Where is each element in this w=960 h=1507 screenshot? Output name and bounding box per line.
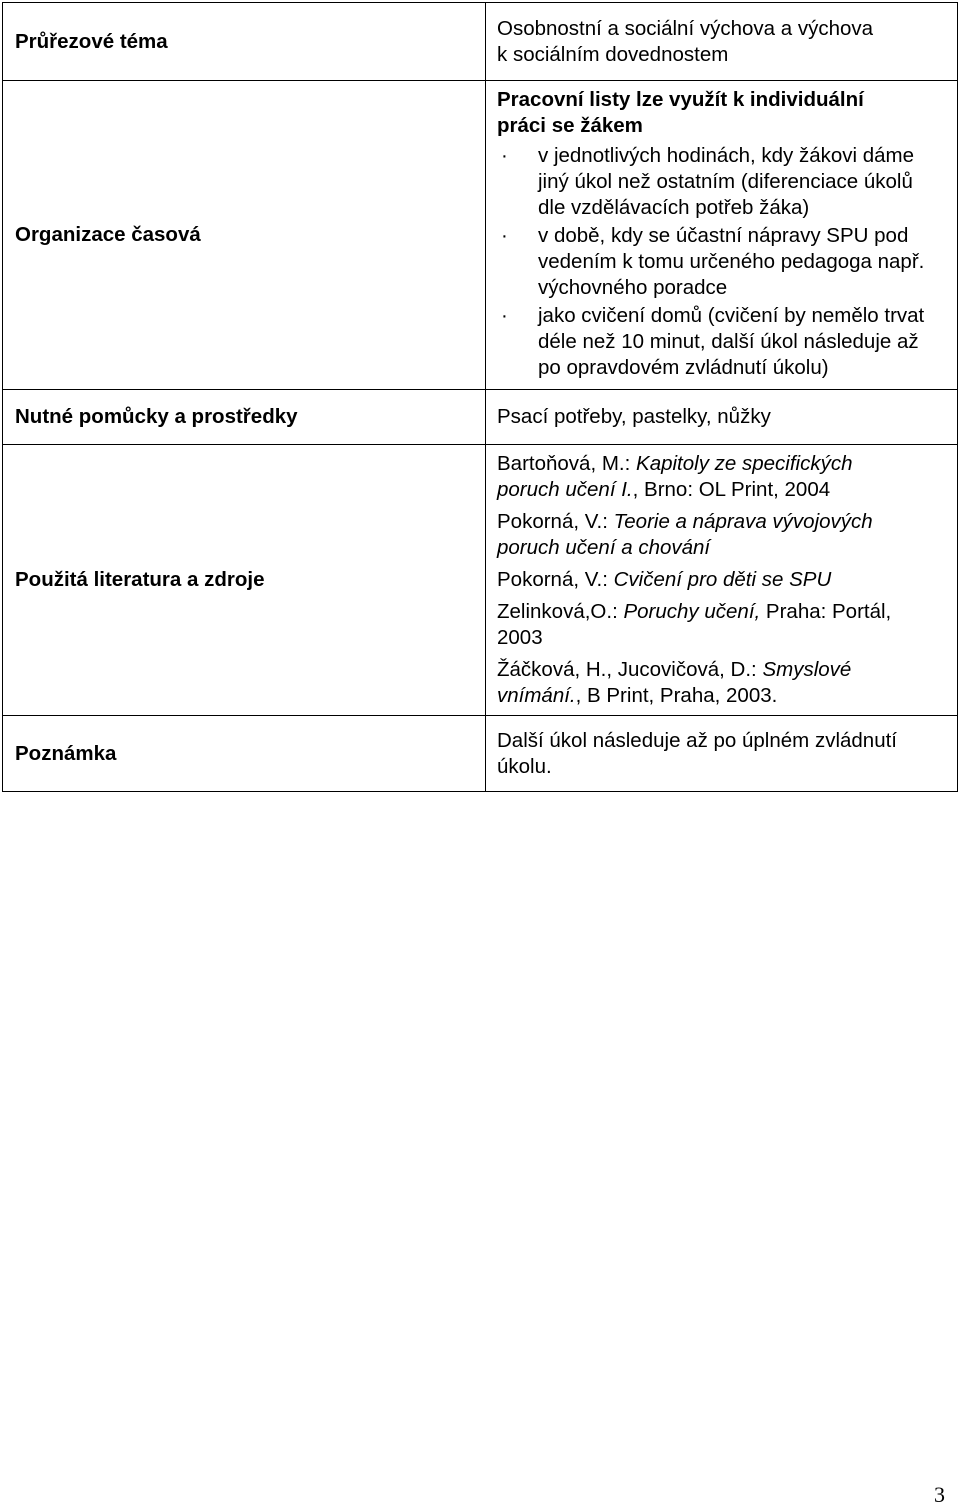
row-value-required-tools: Psací potřeby, pastelky, nůžky [486, 390, 958, 445]
reference-item: Pokorná, V.: Teorie a náprava vývojových poruch učení a chování [497, 510, 873, 559]
value-line: Osobnostní a sociální výchova a výchova [497, 16, 874, 40]
table-row [3, 81, 958, 390]
document-table [2, 2, 958, 792]
table-row [3, 3, 958, 81]
heading-line: práci se žákem [497, 114, 643, 137]
reference-item: Žáčková, H., Jucovičová, D.: Smyslové vnímání., B Print, Praha, 2003. [497, 658, 852, 707]
row-value-time-organization [486, 81, 958, 390]
list-item [497, 303, 947, 381]
row-value-cross-topic [486, 3, 958, 81]
row-label-time-organization: Organizace časová [3, 81, 486, 390]
page-number: 3 [934, 1482, 945, 1507]
list-item [497, 223, 947, 301]
bullet-line: dle vzdělávacích potřeb žáka) [538, 196, 810, 219]
value-line: k sociálním dovednostem [497, 42, 729, 66]
row-label-required-tools: Nutné pomůcky a prostředky [3, 390, 486, 445]
bullet-line: vedením k tomu určeného pedagoga např. [538, 250, 925, 273]
bullet-line: v době, kdy se účastní nápravy SPU pod [538, 224, 909, 247]
bullet-marker: · [501, 144, 508, 167]
row-label-note: Poznámka [3, 716, 486, 792]
row-label-cross-topic: Průřezové téma [3, 3, 486, 81]
table-row [3, 445, 958, 716]
bullet-line: jako cvičení domů (cvičení by nemělo trvat [538, 304, 925, 327]
list-item [497, 143, 947, 221]
bullet-line: déle než 10 minut, další úkol následuje až [538, 330, 919, 353]
reference-item: Bartoňová, M.: Kapitoly ze specifických poruch učení I., Brno: OL Print, 2004 [497, 452, 853, 501]
row-value-literature [486, 445, 958, 716]
reference-item: Zelinková,O.: Poruchy učení, Praha: Portál, 2003 [497, 600, 892, 649]
reference-item: Pokorná, V.: Cvičení pro děti se SPU [497, 568, 832, 591]
value-line: Další úkol následuje až po úplném zvládnutí [497, 728, 897, 752]
bullet-line: výchovného poradce [538, 276, 728, 299]
table-row [3, 716, 958, 792]
bullet-marker: · [501, 304, 508, 327]
row-value-note [486, 716, 958, 792]
bullet-line: jiný úkol než ostatním (diferenciace úkolů [538, 170, 913, 193]
bullet-list [497, 143, 947, 381]
table-row [3, 390, 958, 445]
value-line: úkolu. [497, 754, 552, 778]
bullet-marker: · [501, 224, 508, 247]
heading-line: Pracovní listy lze využít k individuální [497, 88, 864, 111]
bullet-line: po opravdovém zvládnutí úkolu) [538, 356, 829, 379]
bullet-line: v jednotlivých hodinách, kdy žákovi dáme [538, 144, 915, 167]
row-label-literature: Použitá literatura a zdroje [3, 445, 486, 716]
